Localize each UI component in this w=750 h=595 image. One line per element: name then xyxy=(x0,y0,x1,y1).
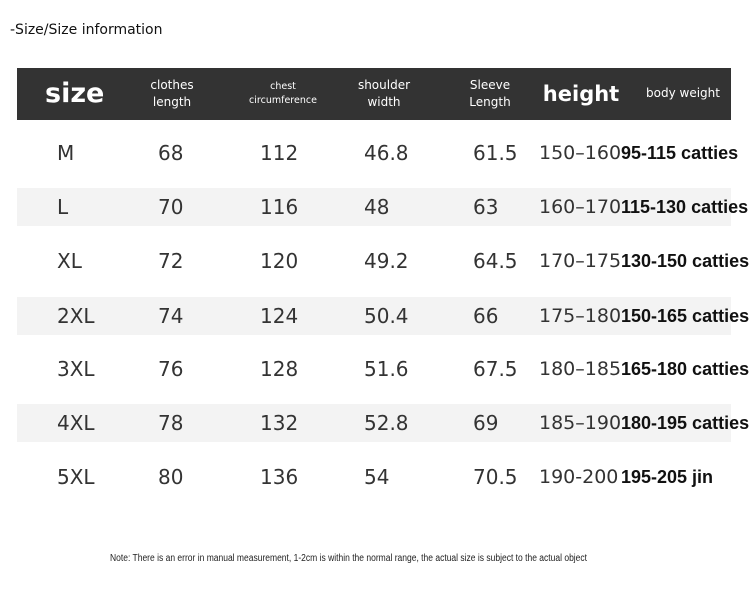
cell-size: 4XL xyxy=(57,411,95,435)
cell-shoulder-width: 46.8 xyxy=(364,141,409,165)
cell-chest: 112 xyxy=(260,141,299,165)
cell-body-weight: 150-165 catties xyxy=(621,305,750,326)
header-shoulder-width: shoulder width xyxy=(357,77,411,109)
table-row xyxy=(17,458,731,496)
header-sleeve-length: Sleeve Length xyxy=(469,77,511,109)
cell-shoulder-width: 51.6 xyxy=(364,357,409,381)
cell-clothes-length: 74 xyxy=(158,304,184,328)
cell-sleeve-length: 61.5 xyxy=(473,141,518,165)
cell-size: 5XL xyxy=(57,465,95,489)
cell-height: 175–180 xyxy=(539,305,622,327)
header-size: size xyxy=(45,78,105,110)
cell-chest: 120 xyxy=(260,249,299,273)
header-height: height xyxy=(542,81,620,106)
cell-chest: 128 xyxy=(260,357,299,381)
cell-clothes-length: 80 xyxy=(158,465,184,489)
table-header xyxy=(17,68,731,120)
cell-chest: 132 xyxy=(260,411,299,435)
cell-clothes-length: 68 xyxy=(158,141,184,165)
cell-size: M xyxy=(57,141,75,165)
cell-shoulder-width: 52.8 xyxy=(364,411,409,435)
cell-body-weight: 180-195 catties xyxy=(621,412,750,433)
cell-body-weight: 195-205 jin xyxy=(621,466,714,487)
cell-height: 150–160 xyxy=(539,142,622,164)
cell-sleeve-length: 63 xyxy=(473,195,499,219)
cell-chest: 116 xyxy=(260,195,299,219)
cell-clothes-length: 70 xyxy=(158,195,184,219)
cell-height: 180–185 xyxy=(539,358,622,380)
cell-body-weight: 165-180 catties xyxy=(621,358,750,379)
table-row xyxy=(17,297,750,335)
cell-height: 185–190 xyxy=(539,412,622,434)
cell-shoulder-width: 54 xyxy=(364,465,390,489)
cell-size: XL xyxy=(57,249,82,273)
header-body-weight: body weight xyxy=(646,86,720,101)
cell-body-weight: 130-150 catties xyxy=(621,250,750,271)
cell-shoulder-width: 48 xyxy=(364,195,390,219)
cell-size: 2XL xyxy=(57,304,95,328)
header-clothes-length: clothes length xyxy=(150,77,194,109)
cell-height: 160–170 xyxy=(539,196,622,218)
header-chest-circumference: chest circumference xyxy=(249,81,317,106)
cell-size: L xyxy=(57,195,69,219)
cell-sleeve-length: 70.5 xyxy=(473,465,518,489)
cell-sleeve-length: 66 xyxy=(473,304,499,328)
cell-sleeve-length: 64.5 xyxy=(473,249,518,273)
table-row xyxy=(17,350,750,388)
cell-clothes-length: 76 xyxy=(158,357,184,381)
table-row xyxy=(17,188,749,226)
cell-sleeve-length: 67.5 xyxy=(473,357,518,381)
cell-size: 3XL xyxy=(57,357,95,381)
table-row xyxy=(17,404,750,442)
cell-body-weight: 95-115 catties xyxy=(621,142,739,163)
table-row xyxy=(17,134,739,172)
cell-chest: 136 xyxy=(260,465,299,489)
cell-clothes-length: 72 xyxy=(158,249,184,273)
section-title: -Size/Size information xyxy=(10,22,163,38)
table-row xyxy=(17,242,750,280)
cell-sleeve-length: 69 xyxy=(473,411,499,435)
cell-height: 190-200 xyxy=(539,466,619,488)
cell-shoulder-width: 49.2 xyxy=(364,249,409,273)
cell-shoulder-width: 50.4 xyxy=(364,304,409,328)
measurement-note: Note: There is an error in manual measurement, 1-2cm is within the normal range, the actual size is subject to the actual object xyxy=(110,553,588,564)
cell-chest: 124 xyxy=(260,304,299,328)
cell-body-weight: 115-130 catties xyxy=(621,196,749,217)
cell-clothes-length: 78 xyxy=(158,411,184,435)
cell-height: 170–175 xyxy=(539,250,622,272)
